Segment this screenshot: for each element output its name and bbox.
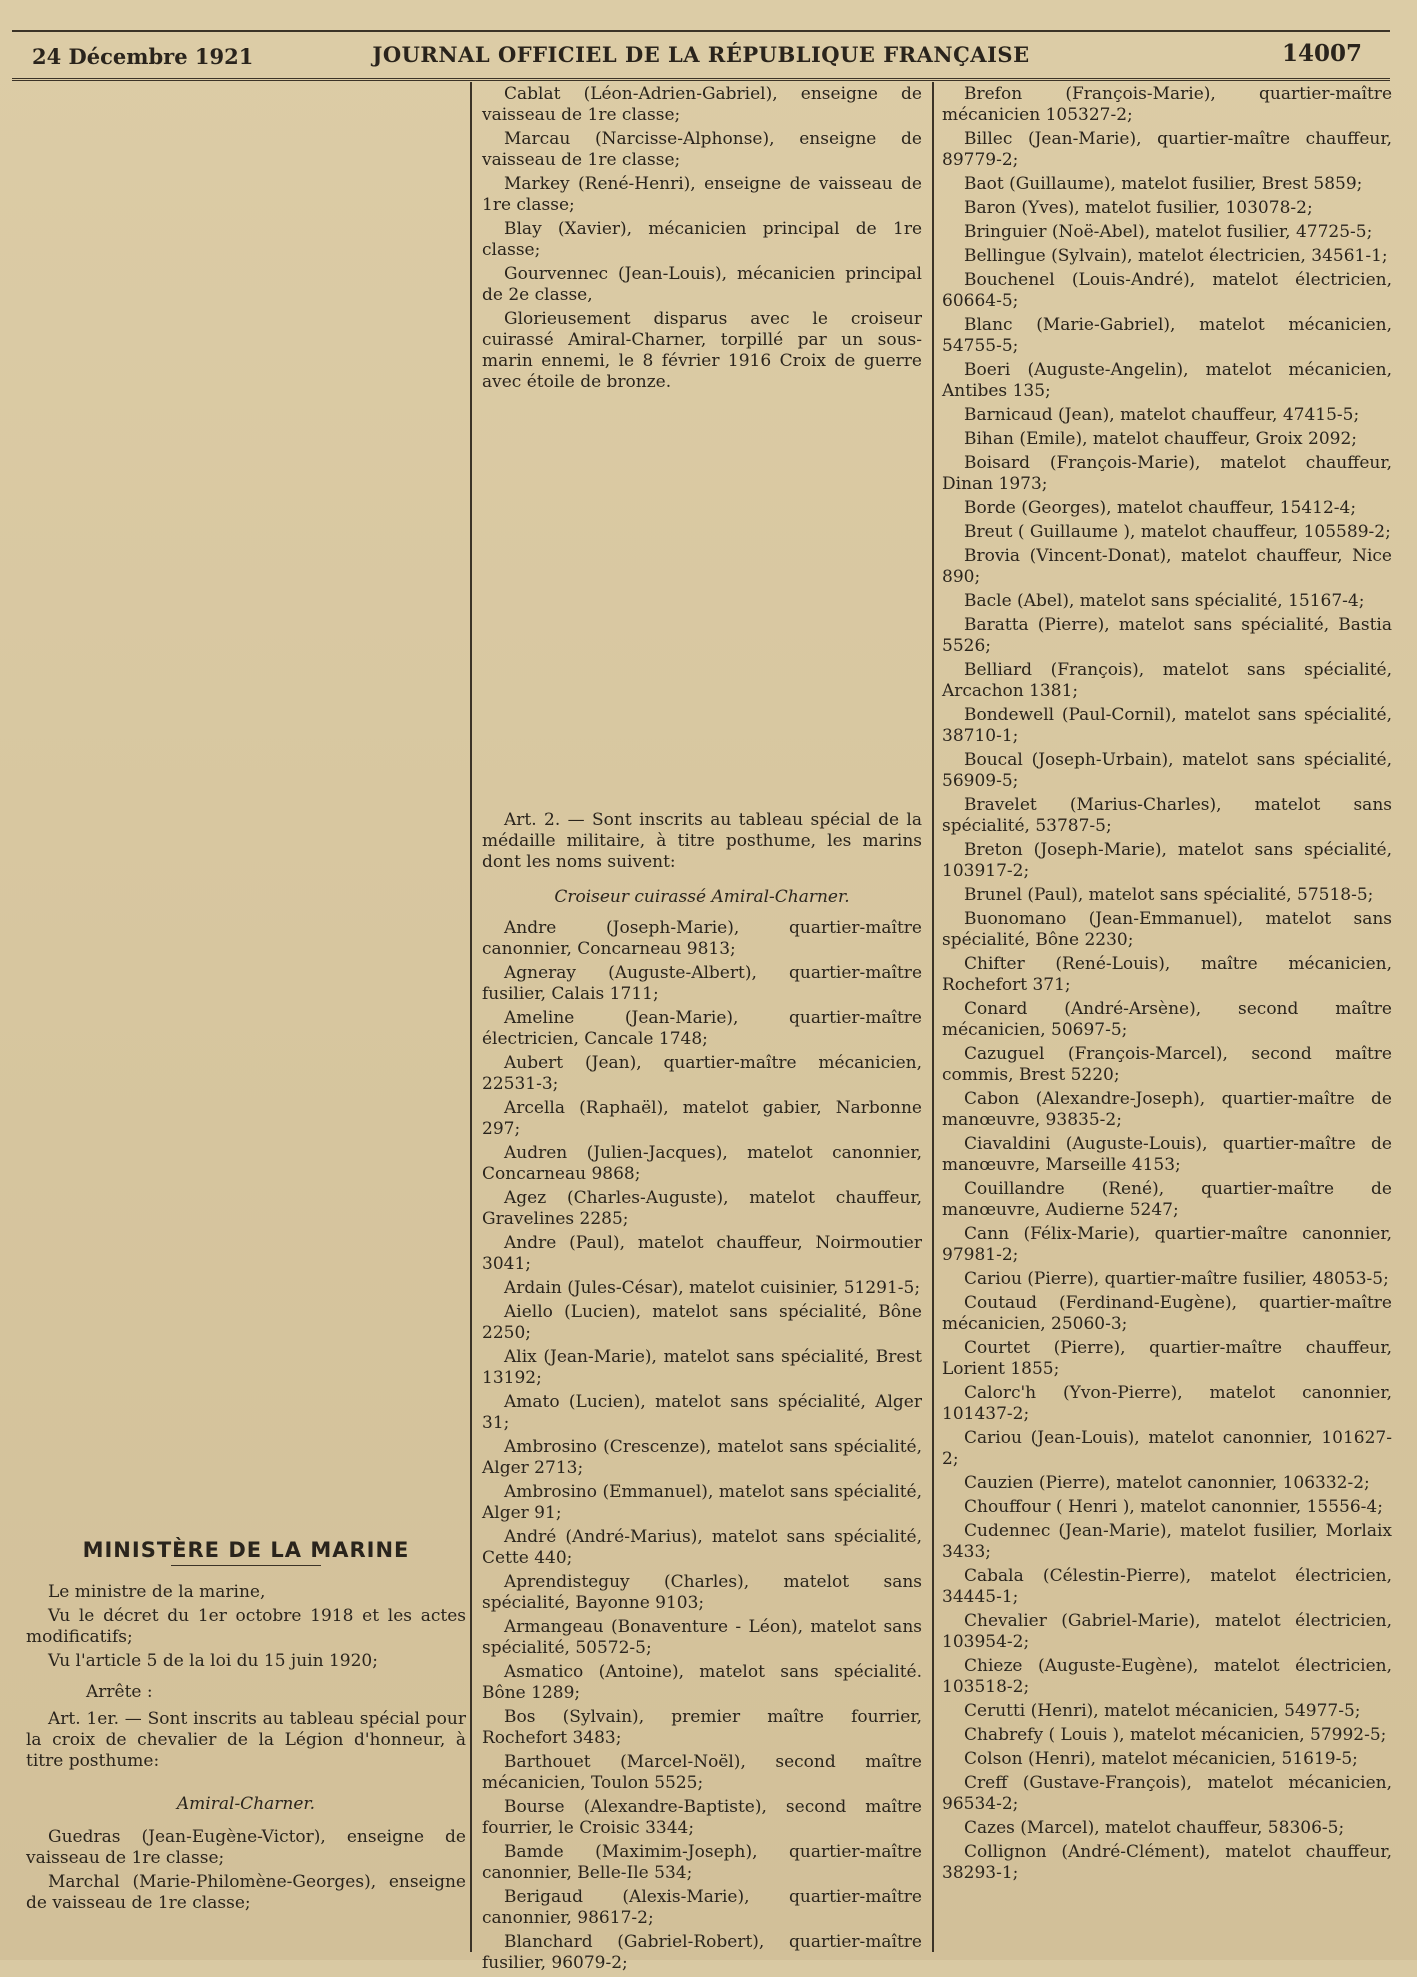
- column-2-lower: [482, 810, 922, 1977]
- list-item: Baot (Guillaume), matelot fusilier, Brest 5859;: [964, 174, 1363, 194]
- list-item: Collignon (André-Clément), matelot chauffeur, 38293-1;: [942, 1842, 1392, 1883]
- list-item: Breut ( Guillaume ), matelot chauffeur, 105589-2;: [964, 522, 1391, 542]
- list-item: Conard (André-Arsène), second maître mécanicien, 50697-5;: [942, 999, 1392, 1040]
- list-item: Gourvennec (Jean-Louis), mécanicien principal de 2e classe,: [482, 264, 922, 305]
- list-item: Bacle (Abel), matelot sans spécialité, 15167-4;: [964, 591, 1365, 611]
- list-item: Glorieusement disparus avec le croiseur cuirassé Amiral-Charner, torpillé par un sous-marin ennemi, le 8 février 1916 Croix de guerre avec étoile de bronze.: [482, 309, 922, 392]
- list-item: Arcella (Raphaël), matelot gabier, Narbonne 297;: [482, 1098, 922, 1139]
- list-item: Andre (Paul), matelot chauffeur, Noirmoutier 3041;: [482, 1233, 922, 1274]
- list-item: Brovia (Vincent-Donat), matelot chauffeur, Nice 890;: [942, 546, 1392, 587]
- list-item: Bamde (Maximim-Joseph), quartier-maître canonnier, Belle-Ile 534;: [482, 1842, 922, 1883]
- list-item: Blanc (Marie-Gabriel), matelot mécanicien, 54755-5;: [942, 315, 1392, 356]
- list-item: Barthouet (Marcel-Noël), second maître mécanicien, Toulon 5525;: [482, 1752, 922, 1793]
- list-item: Creff (Gustave-François), matelot mécanicien, 96534-2;: [942, 1773, 1392, 1814]
- list-item: Bihan (Emile), matelot chauffeur, Groix 2092;: [964, 429, 1358, 449]
- entry-list: [482, 918, 922, 1974]
- list-item: Calorc'h (Yvon-Pierre), matelot canonnier, 101437-2;: [942, 1383, 1392, 1424]
- list-item: Cudennec (Jean-Marie), matelot fusilier, Morlaix 3433;: [942, 1521, 1392, 1562]
- list-item: Markey (René-Henri), enseigne de vaisseau de 1re classe;: [482, 174, 922, 215]
- list-item: Chieze (Auguste-Eugène), matelot électricien, 103518-2;: [942, 1656, 1392, 1697]
- list-item: Bos (Sylvain), premier maître fourrier, Rochefort 3483;: [482, 1707, 922, 1748]
- list-item: Marchal (Marie-Philomène-Georges), enseigne de vaisseau de 1re classe;: [26, 1872, 466, 1913]
- list-item: Aiello (Lucien), matelot sans spécialité, Bône 2250;: [482, 1302, 922, 1343]
- list-item: Boeri (Auguste-Angelin), matelot mécanicien, Antibes 135;: [942, 360, 1392, 401]
- entry-list-upper: [482, 84, 922, 393]
- list-item: Cariou (Jean-Louis), matelot canonnier, 101627-2;: [942, 1428, 1392, 1469]
- list-item: Aprendisteguy (Charles), matelot sans spécialité, Bayonne 9103;: [482, 1572, 922, 1613]
- list-item: Baron (Yves), matelot fusilier, 103078-2;: [964, 198, 1313, 218]
- column-divider-2: [932, 82, 934, 1952]
- list-item: Breton (Joseph-Marie), matelot sans spécialité, 103917-2;: [942, 840, 1392, 881]
- list-item: Barnicaud (Jean), matelot chauffeur, 47415-5;: [964, 405, 1360, 425]
- header-bottom-rule: [12, 78, 1390, 81]
- list-item: Brunel (Paul), matelot sans spécialité, 57518-5;: [964, 885, 1374, 905]
- list-item: Boucal (Joseph-Urbain), matelot sans spécialité, 56909-5;: [942, 750, 1392, 791]
- list-item: Audren (Julien-Jacques), matelot canonnier, Concarneau 9868;: [482, 1143, 922, 1184]
- list-item: Ciavaldini (Auguste-Louis), quartier-maître de manœuvre, Marseille 4153;: [942, 1134, 1392, 1175]
- list-item: Alix (Jean-Marie), matelot sans spécialité, Brest 13192;: [482, 1347, 922, 1388]
- entry-list: [942, 84, 1392, 1884]
- column-2: [482, 84, 922, 1973]
- column-divider-1: [470, 82, 472, 1952]
- list-item: Ameline (Jean-Marie), quartier-maître électricien, Cancale 1748;: [482, 1008, 922, 1049]
- column-1: [26, 1540, 466, 1917]
- ministry-heading: MINISTÈRE DE LA MARINE: [82, 1538, 410, 1562]
- list-item: Baratta (Pierre), matelot sans spécialité, Bastia 5526;: [942, 615, 1392, 656]
- list-item: Cariou (Pierre), quartier-maître fusilier, 48053-5;: [964, 1269, 1389, 1289]
- page-header: [12, 30, 1390, 70]
- list-item: Cerutti (Henri), matelot mécanicien, 54977-5;: [964, 1701, 1361, 1721]
- list-item: Couillandre (René), quartier-maître de manœuvre, Audierne 5247;: [942, 1179, 1392, 1220]
- list-item: Cablat (Léon-Adrien-Gabriel), enseigne de vaisseau de 1re classe;: [482, 84, 922, 125]
- list-item: Colson (Henri), matelot mécanicien, 51619-5;: [964, 1749, 1358, 1769]
- list-item: Coutaud (Ferdinand-Eugène), quartier-maître mécanicien, 25060-3;: [942, 1293, 1392, 1334]
- list-item: Chifter (René-Louis), maître mécanicien, Rochefort 371;: [942, 954, 1392, 995]
- entry-list: [26, 1827, 466, 1914]
- list-item: Guedras (Jean-Eugène-Victor), enseigne de vaisseau de 1re classe;: [26, 1827, 466, 1868]
- list-item: Chabrefy ( Louis ), matelot mécanicien, 57992-5;: [964, 1725, 1387, 1745]
- list-item: André (André-Marius), matelot sans spécialité, Cette 440;: [482, 1527, 922, 1568]
- list-item: Belliard (François), matelot sans spécialité, Arcachon 1381;: [942, 660, 1392, 701]
- list-item: Agneray (Auguste-Albert), quartier-maître fusilier, Calais 1711;: [482, 963, 922, 1004]
- list-item: Bouchenel (Louis-André), matelot électricien, 60664-5;: [942, 270, 1392, 311]
- list-item: Cabon (Alexandre-Joseph), quartier-maître de manœuvre, 93835-2;: [942, 1089, 1392, 1130]
- column-3: [942, 84, 1392, 1887]
- list-item: Cauzien (Pierre), matelot canonnier, 106332-2;: [964, 1473, 1370, 1493]
- list-item: Blanchard (Gabriel-Robert), quartier-maître fusilier, 96079-2;: [482, 1932, 922, 1973]
- list-item: Ambrosino (Emmanuel), matelot sans spécialité, Alger 91;: [482, 1482, 922, 1523]
- list-item: Cann (Félix-Marie), quartier-maître canonnier, 97981-2;: [942, 1224, 1392, 1265]
- paragraph: Vu l'article 5 de la loi du 15 juin 1920;: [48, 1651, 378, 1671]
- list-item: Chouffour ( Henri ), matelot canonnier, 15556-4;: [964, 1497, 1383, 1517]
- list-item: Amato (Lucien), matelot sans spécialité, Alger 31;: [482, 1392, 922, 1433]
- list-item: Cazes (Marcel), matelot chauffeur, 58306-5;: [964, 1818, 1345, 1838]
- list-item: Ambrosino (Crescenze), matelot sans spécialité, Alger 2713;: [482, 1437, 922, 1478]
- list-item: Bravelet (Marius-Charles), matelot sans spécialité, 53787-5;: [942, 795, 1392, 836]
- header-page-number: 14007: [1281, 40, 1362, 67]
- list-item: Armangeau (Bonaventure - Léon), matelot sans spécialité, 50572-5;: [482, 1617, 922, 1658]
- paragraph: Le ministre de la marine,: [48, 1582, 266, 1602]
- list-item: Bondewell (Paul-Cornil), matelot sans spécialité, 38710-1;: [942, 705, 1392, 746]
- list-item: Borde (Georges), matelot chauffeur, 15412-4;: [964, 498, 1357, 518]
- article-2: Art. 2. — Sont inscrits au tableau spécial de la médaille militaire, à titre posthume, les marins dont les noms suivent:: [482, 810, 922, 872]
- list-item: Courtet (Pierre), quartier-maître chauffeur, Lorient 1855;: [942, 1338, 1392, 1379]
- list-item: Marcau (Narcisse-Alphonse), enseigne de vaisseau de 1re classe;: [482, 129, 922, 170]
- list-item: Cabala (Célestin-Pierre), matelot électricien, 34445-1;: [942, 1566, 1392, 1607]
- list-item: Blay (Xavier), mécanicien principal de 1re classe;: [482, 219, 922, 260]
- list-item: Billec (Jean-Marie), quartier-maître chauffeur, 89779-2;: [942, 129, 1392, 170]
- list-item: Cazuguel (François-Marcel), second maître commis, Brest 5220;: [942, 1044, 1392, 1085]
- list-item: Aubert (Jean), quartier-maître mécanicien, 22531-3;: [482, 1053, 922, 1094]
- list-item: Berigaud (Alexis-Marie), quartier-maître canonnier, 98617-2;: [482, 1887, 922, 1928]
- list-item: Buonomano (Jean-Emmanuel), matelot sans spécialité, Bône 2230;: [942, 909, 1392, 950]
- list-item: Bringuier (Noë-Abel), matelot fusilier, 47725-5;: [964, 222, 1373, 242]
- paragraph: Vu le décret du 1er octobre 1918 et les actes modificatifs;: [26, 1606, 466, 1647]
- list-item: Ardain (Jules-César), matelot cuisinier, 51291-5;: [504, 1278, 921, 1298]
- ship-name: Amiral-Charner.: [176, 1794, 316, 1814]
- header-title: JOURNAL OFFICIEL DE LA RÉPUBLIQUE FRANÇAISE: [372, 42, 1030, 67]
- list-item: Brefon (François-Marie), quartier-maître mécanicien 105327-2;: [942, 84, 1392, 125]
- list-item: Agez (Charles-Auguste), matelot chauffeur, Gravelines 2285;: [482, 1188, 922, 1229]
- ministry-rule: [171, 1565, 321, 1566]
- list-item: Chevalier (Gabriel-Marie), matelot électricien, 103954-2;: [942, 1611, 1392, 1652]
- ship-heading: Croiseur cuirassé Amiral-Charner.: [554, 887, 850, 907]
- list-item: Bourse (Alexandre-Baptiste), second maître fourrier, le Croisic 3344;: [482, 1797, 922, 1838]
- header-date: 24 Décembre 1921: [32, 44, 254, 69]
- arrete-text: Arrête :: [86, 1682, 153, 1702]
- list-item: Boisard (François-Marie), matelot chauffeur, Dinan 1973;: [942, 453, 1392, 494]
- article-1: Art. 1er. — Sont inscrits au tableau spécial pour la croix de chevalier de la Légion d'honneur, à titre posthume:: [26, 1709, 466, 1771]
- list-item: Bellingue (Sylvain), matelot électricien, 34561-1;: [964, 246, 1388, 266]
- list-item: Asmatico (Antoine), matelot sans spécialité. Bône 1289;: [482, 1662, 922, 1703]
- list-item: Andre (Joseph-Marie), quartier-maître canonnier, Concarneau 9813;: [482, 918, 922, 959]
